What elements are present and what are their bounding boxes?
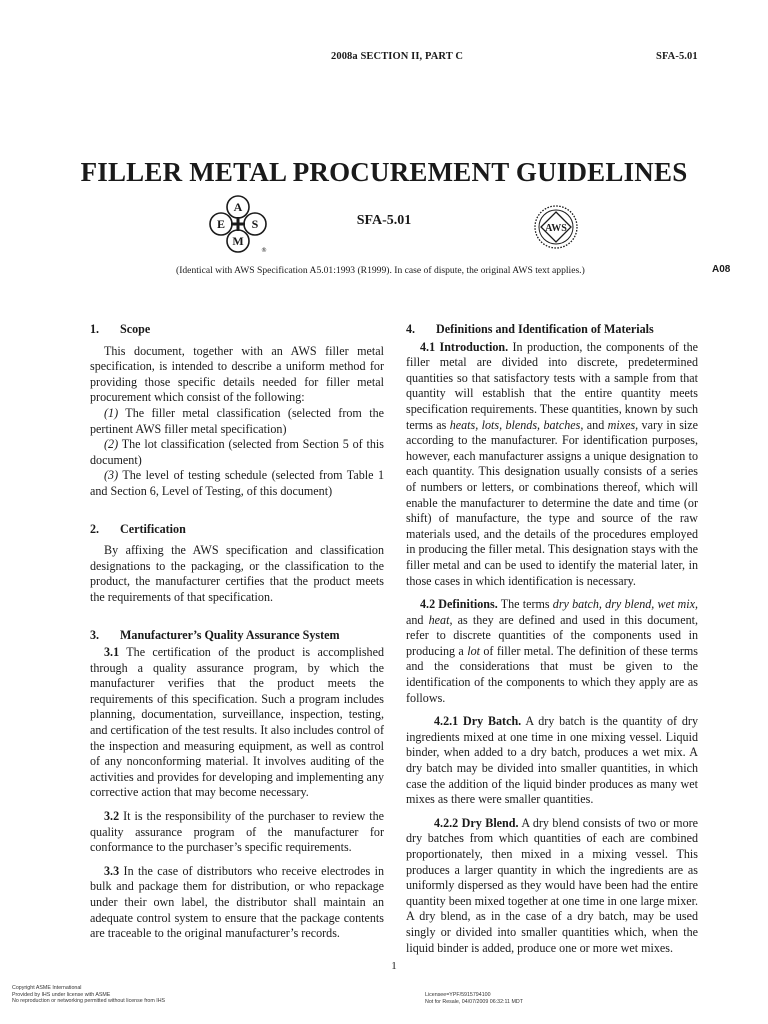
section-title: Definitions and Identification of Materials	[436, 322, 654, 336]
paragraph-heading: 4.1 Introduction.	[420, 339, 509, 354]
asme-letter-m: M	[232, 234, 244, 248]
paragraph-3-3	[90, 864, 384, 942]
italic-terms: dry batch, dry blend, wet mix,	[552, 597, 698, 612]
conjunction: and	[583, 417, 608, 432]
footer-license	[425, 992, 523, 1005]
section-number: 2.	[90, 521, 100, 536]
italic-term: lot	[467, 643, 480, 658]
paragraph-heading: 4.2.1 Dry Batch.	[434, 714, 522, 729]
left-column	[90, 322, 384, 942]
section-title: Manufacturer’s Quality Assurance System	[120, 627, 340, 642]
paragraph-4-2-2	[406, 816, 698, 956]
paragraph-heading: 4.2.2 Dry Blend.	[434, 815, 519, 830]
item-number: (1)	[104, 405, 119, 420]
section-number: 4.	[406, 322, 416, 336]
item-text: The level of testing schedule (selected from Table 1 and Section 6, Level of Testing, of this document)	[90, 468, 384, 498]
section-number: 1.	[90, 322, 100, 336]
paragraph-4-1	[406, 340, 698, 590]
paragraph-heading: 4.2 Definitions.	[420, 597, 498, 612]
paragraph-4-2-1	[406, 714, 698, 808]
running-header-spec: SFA-5.01	[656, 51, 698, 62]
paragraph-text: In production, the components of the filler metal are divided into discrete, predetermined quantities so that satisfactory tests with a sample from that quantity will establish that the entire quantity meets specification requirements. These quantities, known by such terms as	[406, 339, 698, 432]
page-number: 1	[391, 960, 397, 972]
paragraph-text: vary in size according to the manufacturer. For identification purposes, however, each manufacturer assigns a unique designation to each quantity. This designation usually consists of a series of numbers or letters, or combinations thereof, which will enable the manufacturer to determine the date and time (or shift) of manufacture, the type and source of the raw materials used, and the details of the procedures employed in producing the filler metal. This designation stays with the filler metal and can be used to identify the material later, in those cases in which identification is necessary.	[406, 417, 698, 588]
section-number: 3.	[90, 627, 100, 642]
aws-logo-text: AWS	[545, 223, 567, 234]
item-text: The lot classification (selected from Section 5 of this document)	[90, 437, 384, 467]
running-header-section: 2008a SECTION II, PART C	[331, 51, 464, 62]
spec-code: SFA-5.01	[356, 213, 412, 228]
document-title: FILLER METAL PROCUREMENT GUIDELINES	[80, 157, 688, 187]
paragraph-text: The certification of the product is accomplished through a quality assurance program, by which the manufacturer verifies that the product meets the requirements of this specification. Such a program includes planning, documentation, surveillance, inspection, testing, and certification of the test results. It also includes control of the inspection and measuring equipment, as well as control of any nonconforming material. It involves auditing of the activities and provides for developing and implementing any corrective action that may become necessary.	[90, 645, 384, 800]
footer-copyright	[12, 985, 165, 1005]
item-number: (2)	[104, 437, 119, 452]
paragraph-text: A dry batch is the quantity of dry ingredients mixed at one time in one mixing vessel. Liquid binder, when added to a dry batch, produces a wet mix. A dry batch may be divided into smaller quantities, in which case the addition of the liquid binder produces as many wet mixes as there were smaller quantities.	[406, 714, 698, 807]
paragraph-number: 3.1	[104, 645, 120, 660]
scope-item-3	[90, 468, 384, 499]
footer-line: Licensee=YPF/5915794100	[425, 992, 491, 998]
paragraph-3-2	[90, 809, 384, 856]
paragraph-4-2	[406, 597, 698, 706]
paragraph-text: It is the responsibility of the purchaser to review the quality assurance program of the manufacturer for conformance to the purchaser’s specific requirements.	[90, 809, 384, 855]
paragraph-text: of filler metal. The definition of these terms and the considerations that must be given to the identification of the components to which they apply are as follows.	[406, 643, 698, 705]
item-text: The filler metal classification (selected from the pertinent AWS filler metal specification)	[90, 405, 384, 436]
certification-paragraph: By affixing the AWS specification and classification designations to the packaging, or the classification to the product, the manufacturer certifies that the product meets the requirements of that specification.	[90, 543, 384, 604]
paragraph-text: as they are defined and used in this document, refer to discrete quantities of the components used in producing a	[406, 612, 698, 658]
right-column	[406, 322, 698, 956]
asme-letter-s: S	[251, 217, 259, 231]
italic-term: heat,	[428, 612, 453, 627]
registered-mark: ®	[261, 247, 267, 254]
paragraph-number: 3.2	[104, 809, 120, 824]
paragraph-text: The terms	[497, 597, 553, 612]
identical-note: (Identical with AWS Specification A5.01:1993 (R1999). In case of dispute, the original AWS text applies.)	[176, 265, 585, 276]
scope-paragraph: This document, together with an AWS filler metal specification, is intended to describe a uniform method for providing those specific details needed for filler metal procurement which consist of the following:	[90, 343, 384, 405]
asme-letter-a: A	[233, 200, 243, 214]
footer-line: Provided by IHS under license with ASME	[12, 991, 111, 998]
section-2-heading	[90, 522, 384, 538]
footer-line: No reproduction or networking permitted without license from IHS	[12, 998, 166, 1005]
asme-letter-e: E	[216, 217, 226, 231]
section-title: Scope	[120, 322, 151, 336]
section-title: Certification	[120, 521, 186, 536]
section-4-heading	[406, 322, 698, 338]
footer-line: Copyright ASME International	[12, 985, 82, 991]
aws-logo	[533, 204, 579, 250]
paragraph-number: 3.3	[104, 863, 120, 878]
footer-line: Not for Resale, 04/07/2009 06:32:11 MDT	[425, 998, 523, 1005]
scope-item-1	[90, 406, 384, 437]
section-3-heading	[90, 628, 384, 644]
section-1-heading	[90, 322, 384, 338]
italic-term: mixes,	[607, 417, 639, 432]
paragraph-text: In the case of distributors who receive electrodes in bulk and package them for distribution, or who repackage under their own label, the distributor shall maintain an adequate control system to ensure that the package contents are traceable to the original manufacturer’s records.	[90, 863, 384, 941]
italic-terms: heats, lots, blends, batches,	[449, 417, 584, 432]
item-number: (3)	[104, 468, 119, 483]
conjunction: and	[406, 612, 429, 627]
revision-mark: A08	[712, 264, 731, 275]
scope-item-2	[90, 437, 384, 468]
paragraph-text: A dry blend consists of two or more dry batches from which quantities of each are combined proportionately, then mixed in a mixing vessel. This produces a larger quantity in which the ingredients are as uniformly dispersed as they would have been had the entire quantity been mixed together at one time in one large mixer. A dry blend, as in the case of a dry batch, may be used singly or divided into smaller quantities which, when the liquid binder is added, produce one or more wet mixes.	[406, 815, 699, 955]
paragraph-3-1	[90, 645, 384, 801]
